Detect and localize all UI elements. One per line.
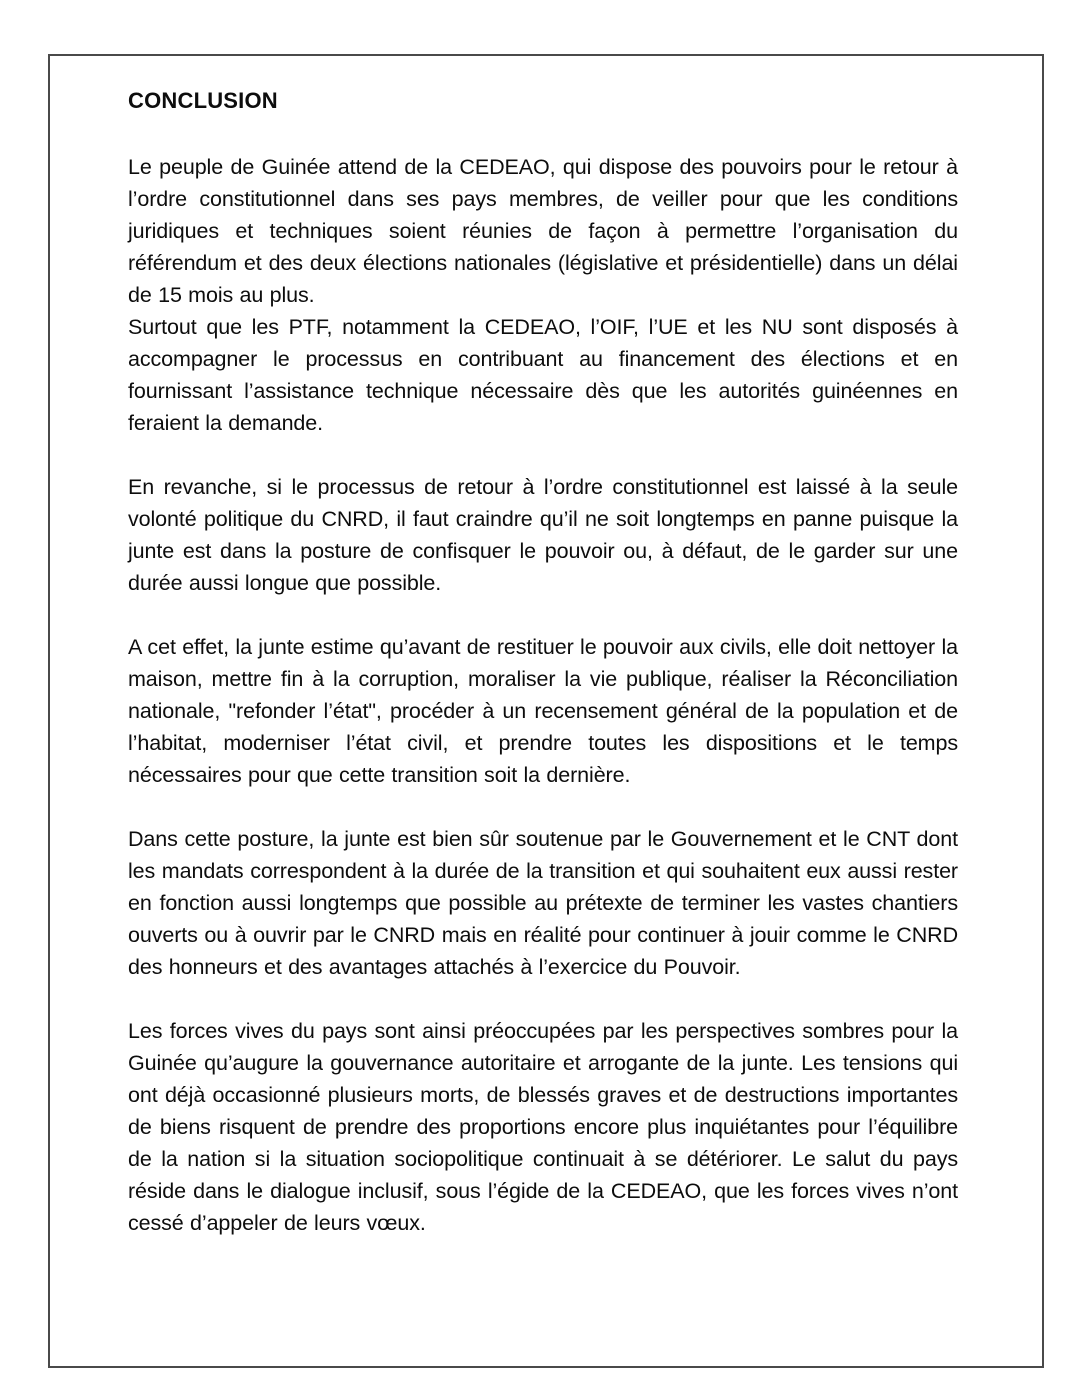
document-page: [48, 54, 1044, 1368]
paragraph-gouvernement-cnt: Dans cette posture, la junte est bien sûr soutenue par le Gouvernement et le CNT dont les mandats correspondent à la durée de la transition et qui souhaitent eux aussi rester en fonction aussi longtemps que possible au prétexte de terminer les vastes chantiers ouverts ou à ouvrir par le CNRD mais en réalité pour continuer à jouir comme le CNRD des honneurs et des avantages attachés à l’exercice du Pouvoir.: [128, 827, 958, 979]
paragraph-forces-vives: Les forces vives du pays sont ainsi préoccupées par les perspectives sombres pour la Guinée qu’augure la gouvernance autoritaire et arrogante de la junte. Les tensions qui ont déjà occasionné plusieurs morts, de blessés graves et de destructions importantes de biens risquent de prendre des proportions encore plus inquiétantes pour l’équilibre de la nation si la situation sociopolitique continuait à se détériorer. Le salut du pays réside dans le dialogue inclusif, sous l’égide de la CEDEAO, que les forces vives n’ont cessé d’appeler de leurs vœux.: [128, 1019, 958, 1235]
document-heading: CONCLUSION: [128, 88, 278, 113]
document-content: [128, 88, 958, 1239]
paragraph-ptf-support: Surtout que les PTF, notamment la CEDEAO, l’OIF, l’UE et les NU sont disposés à accompagner le processus en contribuant au financement des élections et en fournissant l’assistance technique nécessaire dès que les autorités guinéennes en feraient la demande.: [128, 315, 958, 435]
paragraph-cedeao-expectations: Le peuple de Guinée attend de la CEDEAO, qui dispose des pouvoirs pour le retour à l’ordre constitutionnel dans ses pays membres, de veiller pour que les conditions juridiques et techniques soient réunies de façon à permettre l’organisation du référendum et des deux élections nationales (législative et présidentielle) dans un délai de 15 mois au plus.: [128, 155, 958, 307]
paragraph-junte-conditions: A cet effet, la junte estime qu’avant de restituer le pouvoir aux civils, elle doit nettoyer la maison, mettre fin à la corruption, moraliser la vie publique, réaliser la Réconciliation nationale, "refonder l’état", procéder à un recensement général de la population et de l’habitat, moderniser l’état civil, et prendre toutes les dispositions et le temps nécessaires pour que cette transition soit la dernière.: [128, 635, 958, 787]
paragraph-cnrd-risk: En revanche, si le processus de retour à l’ordre constitutionnel est laissé à la seule volonté politique du CNRD, il faut craindre qu’il ne soit longtemps en panne puisque la junte est dans la posture de confisquer le pouvoir ou, à défaut, de le garder sur une durée aussi longue que possible.: [128, 475, 958, 595]
